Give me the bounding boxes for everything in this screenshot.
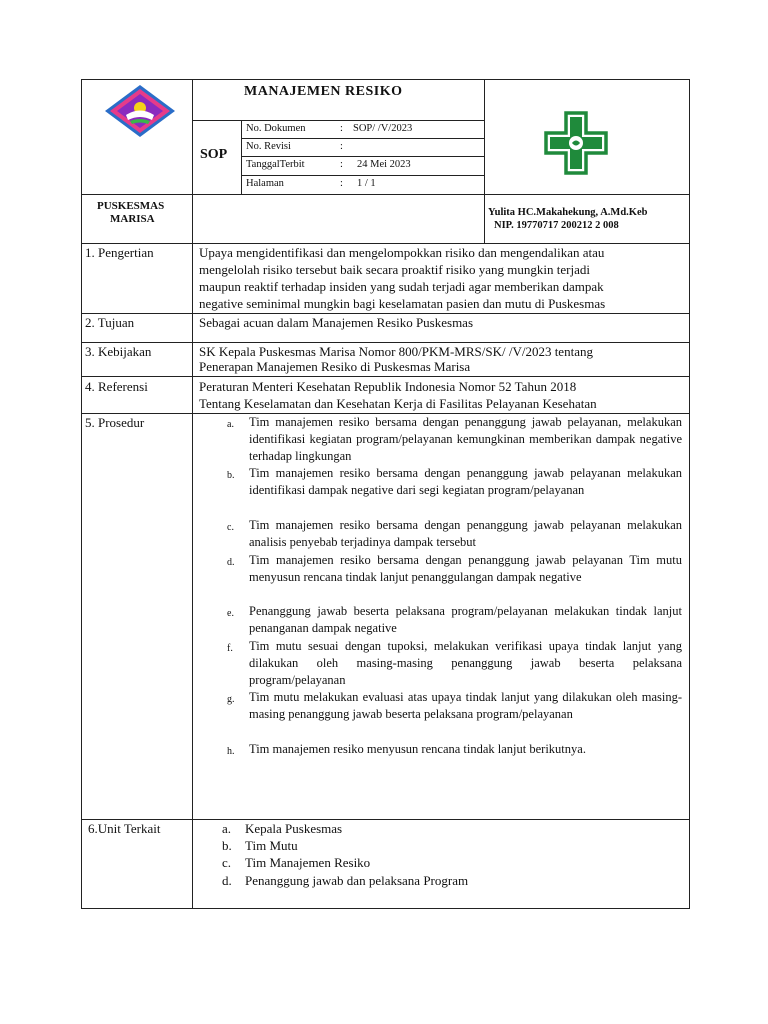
kebijakan-line-1: SK Kepala Puskesmas Marisa Nomor 800/PKM-MRS/SK/ /V/2023 tentang [199, 344, 593, 359]
meta-label-revisi: No. Revisi [246, 141, 291, 152]
signatory-nip: NIP. 19770717 200212 2 008 [494, 220, 619, 231]
meta-value-dokumen: SOP/ /V/2023 [353, 123, 413, 134]
institution-name-line-2: MARISA [110, 213, 155, 225]
prosedur-item-g: Tim mutu melakukan evaluasi atas upaya tindak lanjut yang dilakukan oleh masing-masing penanggung jawab beserta pelaksana program/pelayanan [249, 690, 682, 721]
document-title: MANAJEMEN RESIKO [244, 84, 403, 99]
meta-row-line-3 [241, 175, 484, 176]
meta-value-halaman: 1 / 1 [357, 178, 376, 189]
meta-colon-dokumen: : [340, 123, 343, 134]
prosedur-item-a: Tim manajemen resiko bersama dengan penanggung jawab pelayanan, melakukan identifikasi kegiatan program/pelayanan kemungkinan memberikan dampak negative terhadap lingkungan [249, 415, 682, 463]
table-right-border [689, 79, 690, 909]
meta-colon-halaman: : [340, 178, 343, 189]
prosedur-item-c: Tim manajemen resiko bersama dengan penanggung jawab pelayanan melakukan analisis penyebab terjadinya dampak tersebut [249, 518, 682, 549]
meta-label-terbit: TanggalTerbit [246, 159, 305, 170]
row-line-tujuan [81, 342, 690, 343]
table-left-border [81, 79, 82, 909]
table-bottom-border [81, 908, 690, 909]
unit-item-d: Penanggung jawab dan pelaksana Program [245, 873, 469, 888]
meta-row-line-2 [241, 156, 484, 157]
prosedur-marker-d: d. [227, 557, 235, 568]
pengertian-line-1: Upaya mengidentifikasi dan mengelompokkan risiko dan mengendalikan atau [199, 245, 605, 260]
section-label-prosedur: 5. Prosedur [85, 415, 145, 430]
section-label-referensi: 4. Referensi [85, 379, 148, 394]
row-line-prosedur [81, 819, 690, 820]
prosedur-marker-b: b. [227, 470, 235, 481]
meta-value-terbit: 24 Mei 2023 [357, 159, 411, 170]
prosedur-item-h: Tim manajemen resiko menyusun rencana tindak lanjut berikutnya. [249, 742, 586, 756]
prosedur-marker-c: c. [227, 522, 234, 533]
meta-label-halaman: Halaman [246, 178, 284, 189]
header-bottom-line [81, 194, 690, 195]
prosedur-item-e: Penanggung jawab beserta pelaksana program/pelayanan melakukan tindak lanjut penanganan dampak negative [249, 604, 682, 635]
pengertian-line-2: mengelolah risiko tersebut baik secara proaktif risiko yang mungkin terjadi [199, 262, 590, 277]
table-top-border [81, 79, 690, 80]
kebijakan-line-2: Penerapan Manajemen Resiko di Puskesmas Marisa [199, 359, 471, 374]
tujuan-text: Sebagai acuan dalam Manajemen Resiko Puskesmas [199, 315, 474, 330]
pengertian-line-3: maupun reaktif terhadap insiden yang sudah terjadi agar memberikan dampak [199, 279, 604, 294]
unit-marker-c: c. [222, 855, 232, 870]
pengertian-line-4: negative seminimal mungkin bagi keselamatan pasien dan mutu di Puskesmas [199, 296, 606, 311]
prosedur-marker-a: a. [227, 419, 234, 430]
meta-colon-revisi: : [340, 141, 343, 152]
section-label-unit-terkait: 6.Unit Terkait [88, 821, 161, 836]
label-column-divider [192, 79, 193, 909]
meta-row-line-1 [241, 138, 484, 139]
prosedur-marker-e: e. [227, 608, 234, 619]
row-line-kebijakan [81, 376, 690, 377]
unit-item-a: Kepala Puskesmas [245, 821, 343, 836]
unit-marker-a: a. [222, 821, 232, 836]
institution-name-line-1: PUSKESMAS [97, 200, 165, 212]
title-bottom-line [192, 120, 484, 121]
prosedur-item-f: Tim mutu sesuai dengan tupoksi, melakukan verifikasi upaya tindak lanjut yang dilakukan oleh masing-masing penanggung jawab beserta pelaksana program/pelayanan [249, 639, 682, 687]
unit-item-b: Tim Mutu [245, 838, 298, 853]
unit-marker-d: d. [222, 873, 232, 888]
section-label-pengertian: 1. Pengertian [85, 245, 154, 260]
referensi-line-1: Peraturan Menteri Kesehatan Republik Indonesia Nomor 52 Tahun 2018 [199, 379, 577, 394]
row-line-pengertian [81, 313, 690, 314]
puskesmas-logo [104, 84, 176, 138]
section-label-tujuan: 2. Tujuan [85, 315, 135, 330]
section-label-kebijakan: 3. Kebijakan [85, 344, 152, 359]
prosedur-marker-f: f. [227, 643, 233, 654]
referensi-line-2: Tentang Keselamatan dan Kesehatan Kerja di Fasilitas Pelayanan Kesehatan [199, 396, 597, 411]
unit-item-c: Tim Manajemen Resiko [245, 855, 371, 870]
prosedur-marker-h: h. [227, 746, 235, 757]
sop-label: SOP [200, 147, 228, 162]
signatory-name: Yulita HC.Makahekung, A.Md.Keb [488, 207, 648, 218]
health-cross-logo [544, 111, 608, 175]
unit-marker-b: b. [222, 838, 232, 853]
header-right-divider [484, 79, 485, 243]
prosedur-item-d: Tim manajemen resiko bersama dengan penanggung jawab pelayanan Tim mutu menyusun rencana tindak lanjut penanggulangan dampak negative [249, 553, 682, 584]
sop-label-divider [241, 120, 242, 194]
meta-label-dokumen: No. Dokumen [246, 123, 306, 134]
prosedur-item-b: Tim manajemen resiko bersama dengan penanggung jawab pelayanan melakukan identifikasi dampak negative dari segi kegiatan program/pelayanan [249, 466, 682, 497]
meta-colon-terbit: : [340, 159, 343, 170]
signature-row-bottom-line [81, 243, 690, 244]
prosedur-marker-g: g. [227, 694, 235, 705]
